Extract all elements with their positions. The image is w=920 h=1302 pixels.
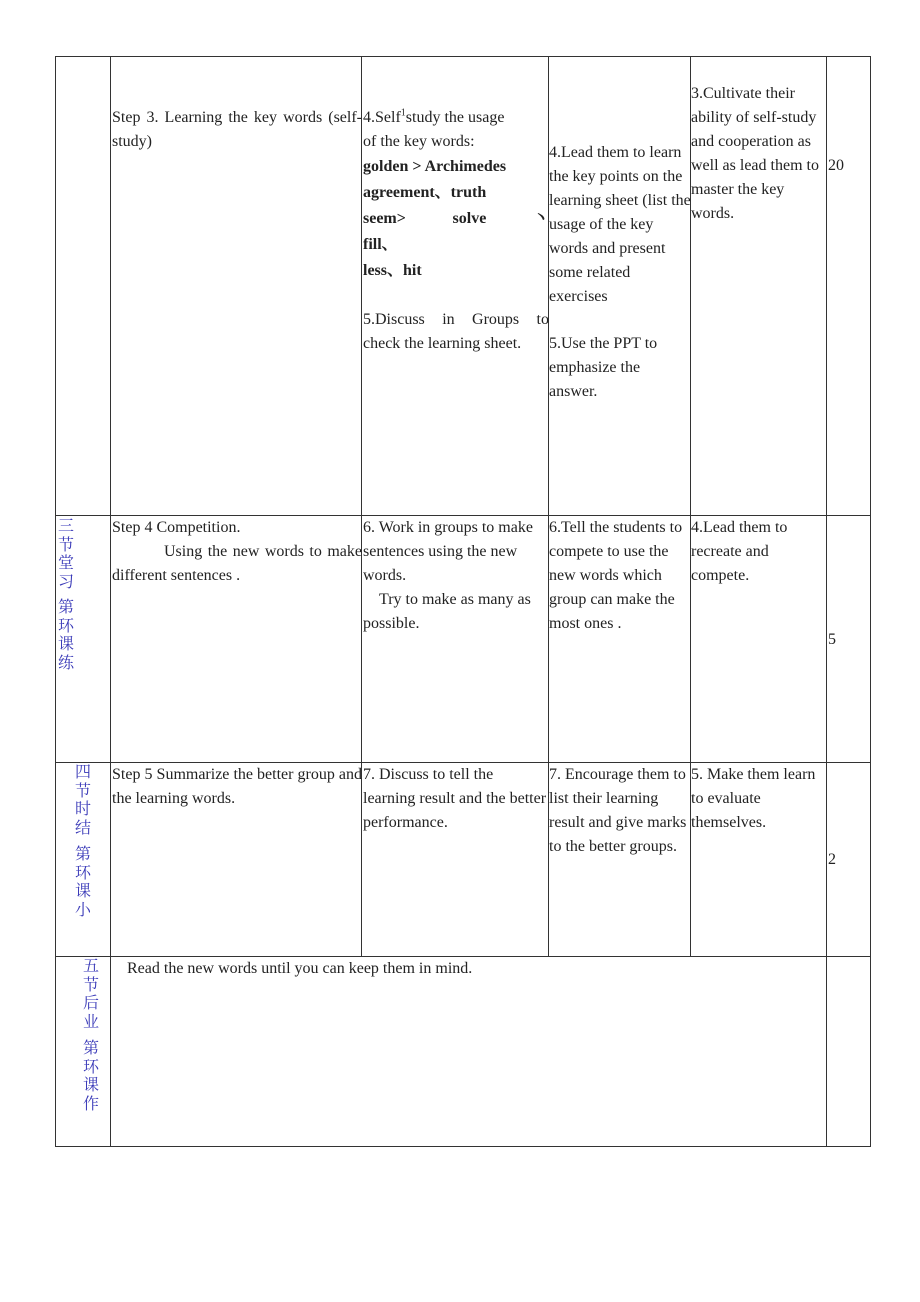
self-study-line: 4.Self$^1$study the usage [363, 107, 505, 126]
purpose-cell-3 [691, 763, 827, 835]
lesson-plan-table [55, 56, 871, 1147]
section-label-3-a: 三节堂习 [57, 518, 74, 591]
section-label-5-b: 第环课作 [82, 1040, 99, 1113]
table-border-right [870, 56, 871, 1147]
time-value-3: 2 [828, 851, 836, 868]
col-divider-2 [361, 56, 362, 956]
section-label-5-a: 五节后业 [82, 958, 99, 1031]
homework-text: Read the new words until you can keep them in mind. [127, 960, 473, 977]
step-4-body: Using the new words to make different sentences . [112, 543, 362, 584]
homework-cell [127, 957, 817, 981]
step-4-title: Step 4 Competition. [112, 519, 241, 536]
student-activity-cell-2 [363, 516, 549, 636]
teacher-activity-cell-3 [549, 763, 691, 859]
time-value-1: 20 [828, 157, 844, 174]
teacher-activity-cell-1 [549, 141, 691, 404]
purpose-text-1: 3.Cultivate their ability of self-study and cooperation as well as lead them to master the key words. [691, 85, 819, 222]
step-3-cell [112, 106, 362, 154]
teacher-activity-text-3: 7. Encourage them to list their learning result and give marks to the better groups. [549, 766, 687, 855]
purpose-cell-2 [691, 516, 827, 588]
teacher-activity-cell-2 [549, 516, 691, 636]
purpose-cell-1 [691, 82, 827, 226]
table-border-top [55, 56, 871, 57]
key-words-line-3: seem> solve 丶 fill、 [363, 210, 549, 253]
key-words-line-4: less、hit [363, 262, 422, 279]
student-activity-text-2a: 6. Work in groups to make sentences using the new words. [363, 519, 533, 584]
section-label-4-b: 第环课小 [74, 846, 91, 919]
table-border-left [55, 56, 56, 1147]
student-activity-text-2b: Try to make as many as possible. [363, 591, 531, 632]
step-5-cell [112, 763, 362, 811]
teacher-activity-text-2: 6.Tell the students to compete to use the new words which group can make the most ones . [549, 519, 683, 632]
col-divider-1 [110, 56, 111, 1147]
purpose-text-2: 4.Lead them to recreate and compete. [691, 519, 788, 584]
student-activity-text-3: 7. Discuss to tell the learning result and the better performance. [363, 766, 547, 831]
purpose-text-3: 5. Make them learn to evaluate themselves. [691, 766, 816, 831]
student-activity-cell-3 [363, 763, 549, 835]
key-words-intro: of the key words: [363, 133, 475, 150]
teacher-ppt-text: 5.Use the PPT to emphasize the answer. [549, 335, 658, 400]
table-border-bottom [55, 1146, 871, 1147]
discuss-text: 5.Discuss in Groups to check the learning sheet. [363, 311, 549, 352]
key-words-line-2: agreement、truth [363, 184, 487, 201]
step-5-text: Step 5 Summarize the better group and the learning words. [112, 766, 362, 807]
section-label-3-b: 第环课练 [57, 599, 74, 672]
step-4-cell [112, 516, 362, 588]
step-3-text: Step 3. Learning the key words (self-study) [112, 109, 362, 150]
key-words-line-1: golden > Archimedes [363, 158, 507, 175]
teacher-lead-text: 4.Lead them to learn the key points on the learning sheet (list the usage of the key words and present some related exercises [549, 144, 691, 305]
time-value-2: 5 [828, 631, 836, 648]
student-activity-cell-1 [363, 106, 549, 356]
section-label-4-a: 四节时结 [74, 764, 91, 837]
